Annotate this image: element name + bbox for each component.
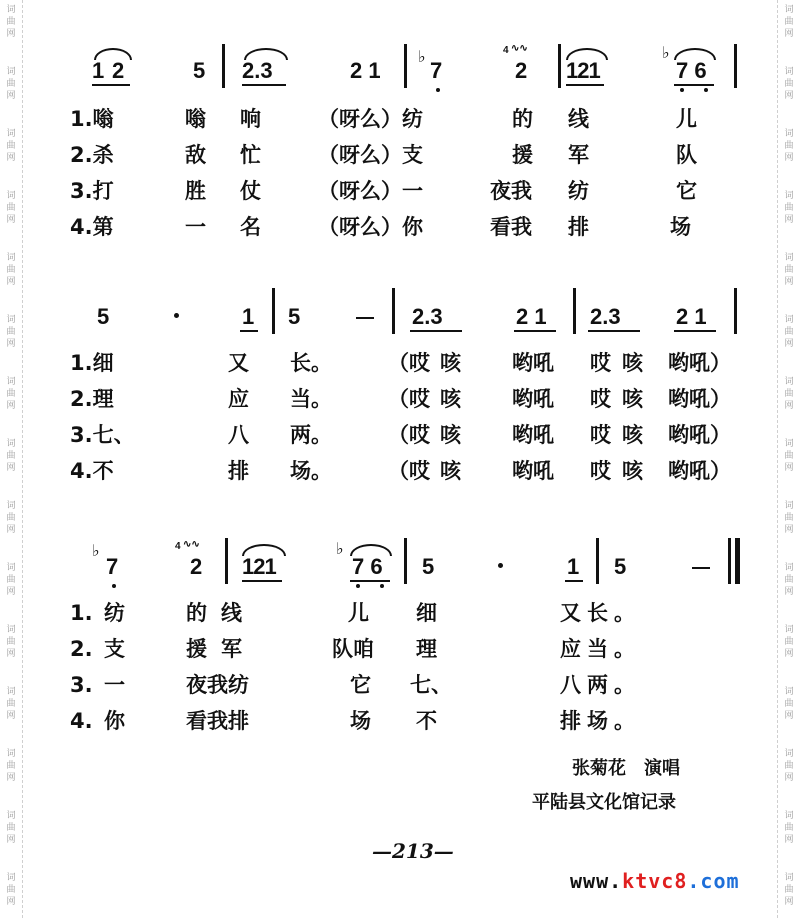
lyric: 长。 — [290, 351, 332, 375]
lyric: 哎 — [590, 351, 611, 375]
underline — [92, 84, 130, 86]
watermark-text: 词 曲 网 — [784, 873, 794, 907]
watermark-text: 词 曲 网 — [784, 315, 794, 349]
final-barline — [735, 538, 740, 584]
lyric: 1.嗡 — [70, 107, 114, 131]
lyric: 当。 — [290, 387, 332, 411]
site-logo-part: www. — [570, 869, 623, 893]
trill-icon: ∿∿ — [183, 539, 200, 550]
note: 2 1 — [676, 304, 707, 329]
lyric: 队咱 — [332, 637, 374, 661]
low-octave-dot — [356, 584, 360, 588]
note: 1 — [567, 554, 580, 579]
underline — [588, 330, 640, 332]
underline — [242, 84, 286, 86]
flat-sign: ♭ — [336, 539, 344, 558]
note: 5 — [614, 554, 627, 579]
barline — [272, 288, 275, 334]
lyric: 咳 — [622, 459, 643, 483]
watermark-text: 词 曲 网 — [6, 625, 16, 659]
note: 5 — [422, 554, 435, 579]
watermark-text: 词 曲 网 — [6, 67, 16, 101]
barline — [404, 538, 407, 584]
barline — [734, 288, 737, 334]
watermark-text: 词 曲 网 — [784, 439, 794, 473]
lyric: 敌 — [185, 143, 206, 167]
lyric: 哟吼） — [668, 423, 731, 447]
lyric: 咳 — [622, 423, 643, 447]
barline — [596, 538, 599, 584]
lyric: 援军 — [186, 637, 256, 661]
watermark-text: 词 曲 网 — [6, 439, 16, 473]
watermark-text: 词 曲 网 — [784, 625, 794, 659]
lyric: 哎 — [590, 423, 611, 447]
lyric: 哟吼） — [668, 459, 731, 483]
lyric: （哎 — [388, 459, 430, 483]
note: 1 — [92, 58, 105, 83]
watermark-text: 词 曲 网 — [784, 749, 794, 783]
watermark-text: 词 曲 网 — [6, 811, 16, 845]
barline — [392, 288, 395, 334]
underline — [350, 580, 390, 582]
lyric: （哎 — [388, 387, 430, 411]
lyric: 夜我纺 — [186, 673, 249, 697]
lyric: 线 — [568, 107, 589, 131]
lyric: 4.第 — [70, 215, 114, 239]
lyric: （哎 — [388, 351, 430, 375]
lyric: 4.不 — [70, 459, 114, 483]
low-octave-dot — [380, 584, 384, 588]
underline — [566, 84, 604, 86]
barline — [222, 44, 225, 88]
low-octave-dot — [112, 584, 116, 588]
recorder-credit: 平陆县文化馆记录 — [532, 792, 676, 813]
performer-credit: 张菊花 演唱 — [572, 758, 680, 779]
page-number: —213— — [372, 839, 454, 863]
lyric: 哟吼 — [512, 423, 554, 447]
note: 1 — [242, 304, 255, 329]
lyric: （呀么）纺 — [318, 107, 423, 131]
note: 5 — [193, 58, 206, 83]
note: 2.3 — [590, 304, 621, 329]
lyric: 夜我 — [490, 179, 532, 203]
note: 2 1 — [350, 58, 381, 83]
underline — [674, 84, 714, 86]
watermark-text: 词 曲 网 — [784, 253, 794, 287]
barline — [573, 288, 576, 334]
lyric: 的线 — [186, 601, 256, 625]
lyric: 排场。 — [560, 709, 641, 733]
underline — [565, 580, 583, 582]
lyric: 应当。 — [560, 637, 641, 661]
watermark-text: 词 曲 网 — [784, 67, 794, 101]
low-octave-dot — [680, 88, 684, 92]
watermark-text: 词 曲 网 — [784, 191, 794, 225]
note: 7 — [430, 58, 443, 83]
lyric: 一 — [185, 215, 206, 239]
lyric: 一 — [104, 673, 125, 697]
lyric: （哎 — [388, 423, 430, 447]
lyric: 4. — [70, 709, 93, 733]
lyric: 纺 — [104, 601, 125, 625]
lyric: 场。 — [290, 459, 332, 483]
lyric: 两。 — [290, 423, 332, 447]
note: 2 — [515, 58, 528, 83]
lyric: （呀么）你 — [318, 215, 423, 239]
underline — [410, 330, 462, 332]
lyric: 哟吼） — [668, 351, 731, 375]
watermark-text: 词 曲 网 — [6, 501, 16, 535]
lyric: 仗 — [240, 179, 261, 203]
dot-icon — [174, 313, 179, 318]
lyric: 理 — [416, 637, 437, 661]
lyric: 不 — [416, 709, 437, 733]
watermark-text: 词 曲 网 — [784, 811, 794, 845]
lyric: 它 — [676, 179, 697, 203]
watermark-text: 词 曲 网 — [6, 191, 16, 225]
lyric: 哎 — [590, 459, 611, 483]
site-logo-part: ktvc8 — [622, 869, 688, 893]
lyric: （呀么）一 — [318, 179, 423, 203]
note: 7 — [106, 554, 119, 579]
watermark-text: 词 曲 网 — [6, 253, 16, 287]
low-octave-dot — [436, 88, 440, 92]
watermark-text: 词 曲 网 — [6, 749, 16, 783]
lyric: 看我 — [490, 215, 532, 239]
note: 2.3 — [412, 304, 443, 329]
lyric: 场 — [670, 215, 691, 239]
note: 121 — [566, 58, 600, 83]
watermark-text: 词 曲 网 — [6, 5, 16, 39]
lyric: 细 — [416, 601, 437, 625]
watermark-strip-right — [777, 0, 800, 918]
watermark-text: 词 曲 网 — [6, 129, 16, 163]
barline — [404, 44, 407, 88]
lyric: 它 — [350, 673, 371, 697]
lyric: 排 — [228, 459, 249, 483]
lyric: 军 — [568, 143, 589, 167]
lyric: 哟吼 — [512, 459, 554, 483]
lyric: 的 — [512, 107, 533, 131]
lyric: 场 — [350, 709, 371, 733]
lyric: 胜 — [185, 179, 206, 203]
dash — [692, 567, 710, 569]
lyric: 八两。 — [560, 673, 641, 697]
watermark-text: 词 曲 网 — [6, 563, 16, 597]
dot-icon — [498, 563, 503, 568]
barline — [728, 538, 731, 584]
watermark-strip-left — [0, 0, 23, 918]
low-octave-dot — [704, 88, 708, 92]
watermark-text: 词 曲 网 — [784, 129, 794, 163]
watermark-text: 词 曲 网 — [784, 5, 794, 39]
lyric: 咳 — [440, 459, 461, 483]
lyric: 又 — [228, 351, 249, 375]
site-logo-part: .com — [687, 869, 740, 893]
lyric: 3. — [70, 673, 93, 697]
grace-mark: 4 — [503, 45, 509, 56]
lyric: 八 — [228, 423, 249, 447]
underline — [242, 580, 282, 582]
lyric: 援 — [512, 143, 533, 167]
flat-sign: ♭ — [418, 47, 426, 66]
lyric: 嗡 — [185, 107, 206, 131]
underline — [674, 330, 716, 332]
note: 2 — [190, 554, 203, 579]
flat-sign: ♭ — [662, 43, 670, 62]
lyric: 咳 — [440, 351, 461, 375]
lyric: 名 — [240, 215, 261, 239]
note: 5 — [288, 304, 301, 329]
lyric: 响 — [240, 107, 261, 131]
watermark-text: 词 曲 网 — [784, 501, 794, 535]
lyric: 哟吼） — [668, 387, 731, 411]
note: 7 6 — [352, 554, 383, 579]
lyric: 儿 — [676, 107, 697, 131]
lyric: 哟吼 — [512, 351, 554, 375]
barline — [558, 44, 561, 88]
lyric: 支 — [104, 637, 125, 661]
lyric: 1.细 — [70, 351, 114, 375]
trill-icon: ∿∿ — [511, 43, 528, 54]
lyric: （呀么）支 — [318, 143, 423, 167]
watermark-text: 词 曲 网 — [6, 687, 16, 721]
note: 2.3 — [242, 58, 273, 83]
watermark-text: 词 曲 网 — [6, 315, 16, 349]
flat-sign: ♭ — [92, 541, 100, 560]
lyric: 儿 — [348, 601, 369, 625]
lyric: 哎 — [590, 387, 611, 411]
lyric: 1. — [70, 601, 93, 625]
lyric: 又长。 — [560, 601, 641, 625]
lyric: 应 — [228, 387, 249, 411]
grace-mark: 4 — [175, 541, 181, 552]
lyric: 你 — [104, 709, 125, 733]
watermark-text: 词 曲 网 — [784, 687, 794, 721]
lyric: 咳 — [440, 423, 461, 447]
underline — [240, 330, 258, 332]
lyric: 哟吼 — [512, 387, 554, 411]
barline — [734, 44, 737, 88]
note: 7 6 — [676, 58, 707, 83]
watermark-text: 词 曲 网 — [784, 563, 794, 597]
note: 2 — [112, 58, 125, 83]
note: 2 1 — [516, 304, 547, 329]
lyric: 2.理 — [70, 387, 114, 411]
underline — [514, 330, 556, 332]
watermark-text: 词 曲 网 — [784, 377, 794, 411]
lyric: 纺 — [568, 179, 589, 203]
lyric: 3.七、 — [70, 423, 135, 447]
lyric: 忙 — [240, 143, 261, 167]
lyric: 2.杀 — [70, 143, 114, 167]
lyric: 七、 — [410, 673, 452, 697]
site-logo — [570, 870, 740, 892]
lyric: 2. — [70, 637, 93, 661]
lyric: 队 — [676, 143, 697, 167]
lyric: 排 — [568, 215, 589, 239]
lyric: 3.打 — [70, 179, 114, 203]
lyric: 看我排 — [186, 709, 249, 733]
dash — [356, 317, 374, 319]
note: 5 — [97, 304, 110, 329]
barline — [225, 538, 228, 584]
watermark-text: 词 曲 网 — [6, 873, 16, 907]
lyric: 咳 — [622, 387, 643, 411]
note: 121 — [242, 554, 276, 579]
lyric: 咳 — [622, 351, 643, 375]
watermark-text: 词 曲 网 — [6, 377, 16, 411]
lyric: 咳 — [440, 387, 461, 411]
